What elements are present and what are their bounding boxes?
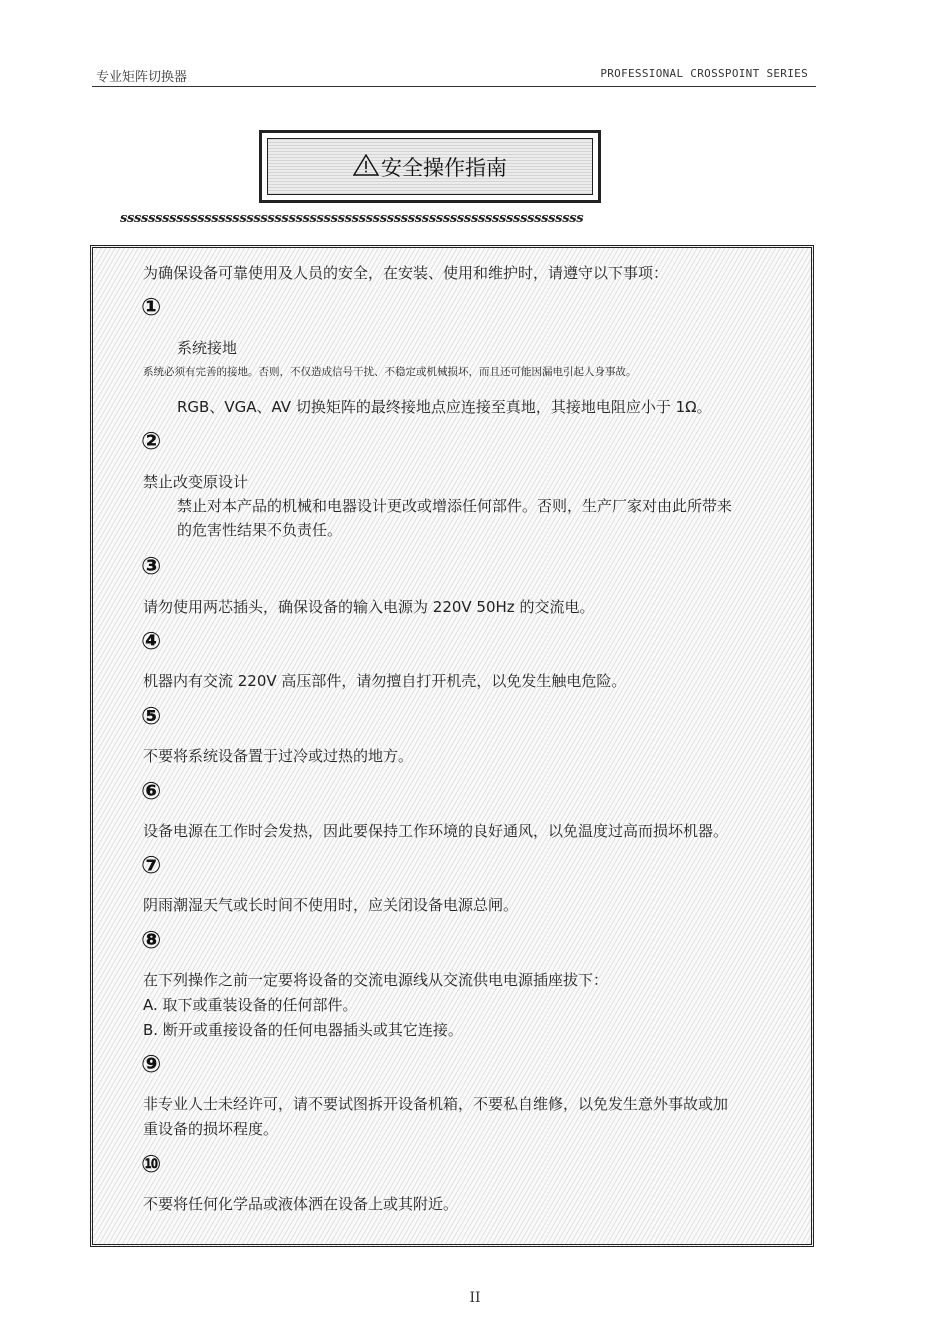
intro-text: 为确保设备可靠使用及人员的安全，在安装、使用和维护时，请遵守以下事项： [143,264,669,282]
item-heading: 系统接地 [177,339,238,357]
warning-triangle-icon [353,154,379,180]
item-text: 设备电源在工作时会发热，因此要保持工作环境的良好通风，以免温度过高而损坏机器。 [143,822,729,840]
item-number: ⑨ [141,1050,162,1078]
page-title: 安全操作指南 [381,155,507,180]
item-text: 阴雨潮湿天气或长时间不使用时，应关闭设备电源总闸。 [143,896,519,914]
item-text: 不要将系统设备置于过冷或过热的地方。 [143,747,414,765]
item-number: ⑦ [141,851,162,879]
item-text: 在下列操作之前一定要将设备的交流电源线从交流供电电源插座拔下： [143,971,609,989]
title-box [259,130,601,203]
safety-notice-box [90,245,814,1247]
item-text: 重设备的损坏程度。 [143,1120,279,1138]
item-number: ⑩ [141,1150,162,1178]
item-text: 的危害性结果不负责任。 [177,521,343,539]
item-text: RGB、VGA、AV 切换矩阵的最终接地点应连接至真地，其接地电阻应小于 1Ω。 [177,398,712,416]
item-number: ⑤ [141,702,162,730]
item-text: 请勿使用两芯插头，确保设备的输入电源为 220V 50Hz 的交流电。 [143,598,595,616]
title-inner [267,138,593,195]
item-text: B. 断开或重接设备的任何电器插头或其它连接。 [143,1021,463,1039]
item-text: 机器内有交流 220V 高压部件，请勿擅自打开机壳，以免发生触电危险。 [143,672,627,690]
item-text: 系统必须有完善的接地。否则，不仅造成信号干扰、不稳定或机械损坏，而且还可能因漏电引起人身事故。 [143,366,637,378]
decorative-divider: ssssssssssssssssssssssssssssssssssssssssssssssssssssssssssssssssss [120,213,584,225]
item-number: ③ [141,552,162,580]
header-left-title: 专业矩阵切换器 [96,70,188,85]
page-number: II [469,1290,481,1306]
item-text: 非专业人士未经许可，请不要试图拆开设备机箱，不要私自维修，以免发生意外事故或加 [143,1095,729,1113]
item-heading: 禁止改变原设计 [143,473,249,491]
item-number: ① [141,293,162,321]
item-text: 不要将任何化学品或液体洒在设备上或其附近。 [143,1195,459,1213]
item-number: ④ [141,627,162,655]
item-number: ② [141,427,162,455]
item-text: A. 取下或重装设备的任何部件。 [143,996,358,1014]
header-rule [92,86,816,87]
item-text: 禁止对本产品的机械和电器设计更改或增添任何部件。否则，生产厂家对由此所带来 [177,497,733,515]
item-number: ⑥ [141,777,162,805]
item-number: ⑧ [141,926,162,954]
header-right-series: PROFESSIONAL CROSSPOINT SERIES [600,67,808,80]
